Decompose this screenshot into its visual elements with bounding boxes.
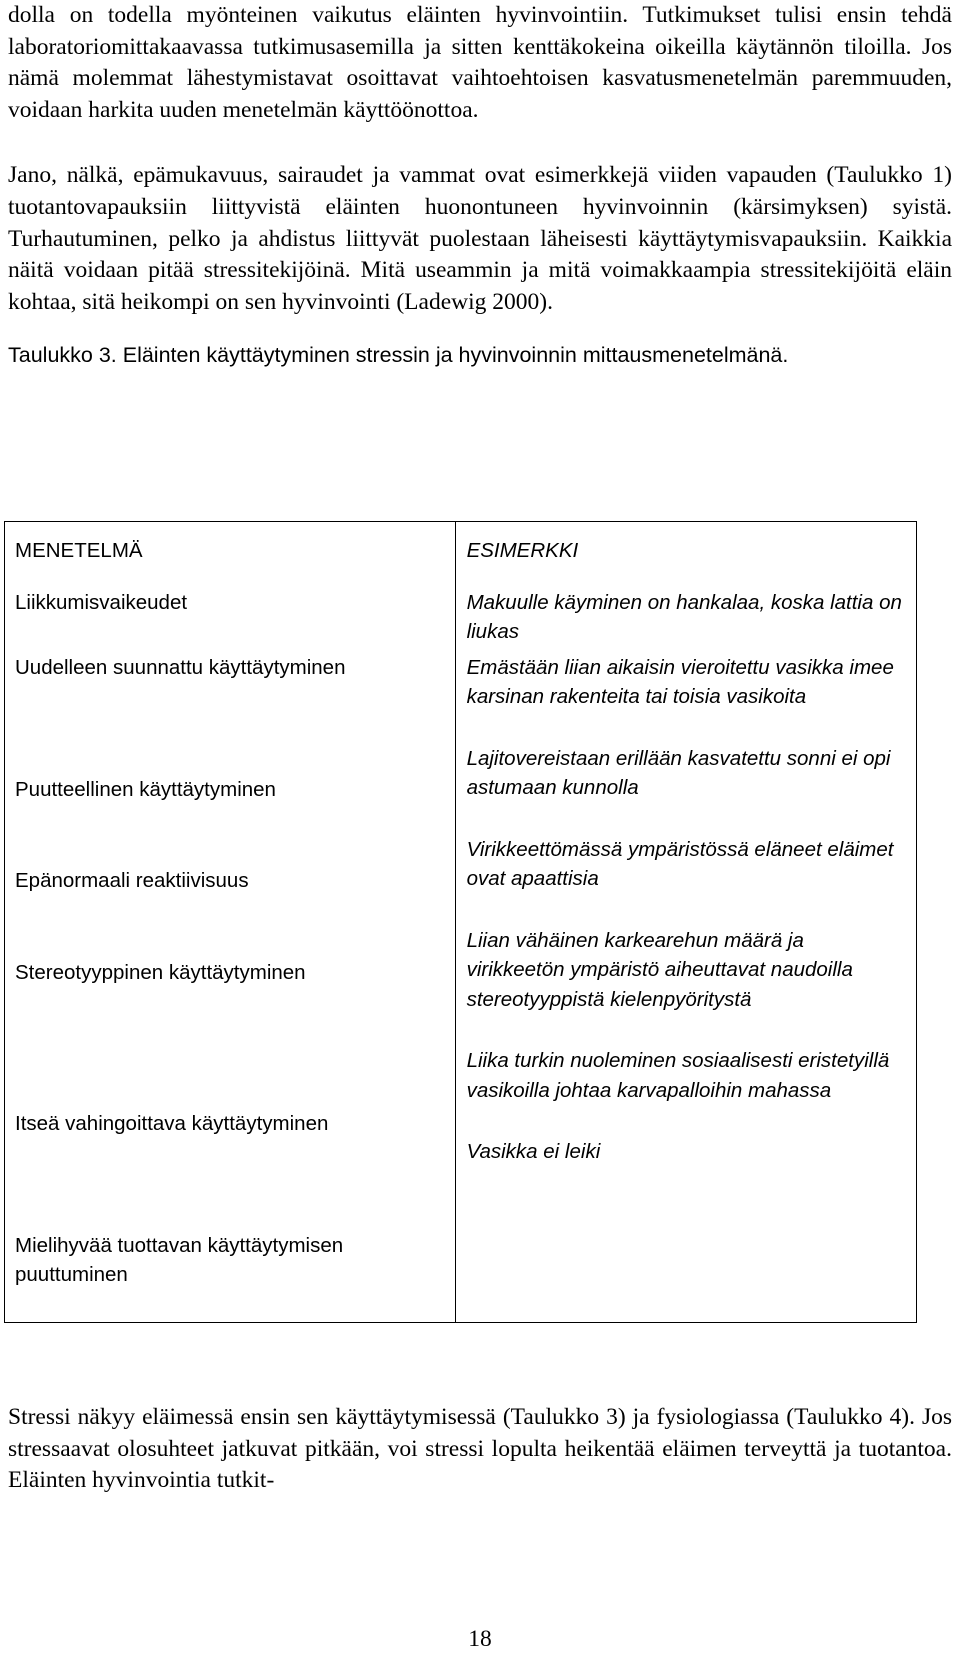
example-text: Liika turkin nuoleminen sosiaalisesti eristetyillä vasikoilla johtaa karvapalloihin mahassa [466, 1049, 890, 1102]
paragraph-intro: dolla on todella myönteinen vaikutus eläinten hyvinvointiin. Tutkimukset tulisi ensin tehdä laboratoriomittakaavassa tutkimusasemilla ja sitten kenttäkokeina oikeilla käytännön tiloilla. Jos nämä molemmat lähestymistavat osoittavat vaihtoehtoisen kasvatusmenetelmän paremmuuden, voidaan harkita uuden menetelmän käyttöönottoa. [8, 2, 952, 123]
method-text: Mielihyvää tuottavan käyttäytymisen puuttuminen [15, 1233, 344, 1286]
method-text: Puutteellinen käyttäytyminen [15, 777, 276, 801]
paragraph-stressors: Jano, nälkä, epämukavuus, sairaudet ja vammat ovat esimerkkejä viiden vapauden (Taulukko 1) tuotantovapauksiin liittyvistä eläinten huonontuneen hyvinvoinnin (kärsimyksen) syistä. Turhautuminen, pelko ja ahdistus liittyvät puolestaan läheisesti käyttäytymisvapauksiin. Kaikkia näitä voidaan pitää stressitekijöinä. Mitä useammin ja mitä voimakkaampia stressitekijöitä eläin kohtaa, sitä heikompi on sen hyvinvointi (Ladewig 2000). [8, 162, 952, 315]
method-text: Itseä vahingoittava käyttäytyminen [15, 1112, 329, 1135]
method-text: Uudelleen suunnattu käyttäytyminen [15, 656, 346, 679]
table-header-row [5, 522, 917, 1323]
example-text: Vasikka ei leiki [466, 1140, 601, 1163]
example-text: Emästään liian aikaisin vieroitettu vasikka imee karsinan rakenteita tai toisia vasikoita [466, 655, 894, 708]
example-text: Liian vähäinen karkearehun määrä ja virikkeetön ympäristö aiheuttavat naudoilla stereotyyppistä kielenpyöritystä [466, 928, 853, 1011]
header-example: ESIMERKKI [466, 539, 579, 562]
table-caption: Taulukko 3. Eläinten käyttäytyminen stressin ja hyvinvoinnin mittausmenetelmänä. [8, 343, 789, 368]
method-text: Stereotyyppinen käyttäytyminen [15, 960, 306, 984]
header-cell-example [455, 522, 916, 1323]
paragraph-stress-signs: Stressi näkyy eläimessä ensin sen käyttäytymisessä (Taulukko 3) ja fysiologiassa (Taulukko 4). Jos stressaavat olosuhteet jatkuvat pitkään, voi stressi lopulta heikentää eläimen terveyttä ja tuotantoa. Eläinten hyvinvointia tutkit- [8, 1404, 952, 1494]
method-text: Liikkumisvaikeudet [15, 590, 188, 614]
header-method: MENETELMÄ [15, 539, 143, 562]
header-cell-method [5, 522, 456, 1323]
example-text: Virikkeettömässä ympäristössä eläneet eläimet ovat apaattisia [466, 837, 894, 890]
behaviour-methods-table [4, 521, 917, 1323]
method-text: Epänormaali reaktiivisuus [15, 869, 249, 892]
example-text: Lajitovereistaan erillään kasvatettu sonni ei opi astumaan kunnolla [466, 746, 891, 799]
page-number: 18 [468, 1626, 492, 1652]
example-text: Makuulle käyminen on hankalaa, koska lattia on liukas [466, 590, 902, 643]
document-page [8, 0, 952, 370]
